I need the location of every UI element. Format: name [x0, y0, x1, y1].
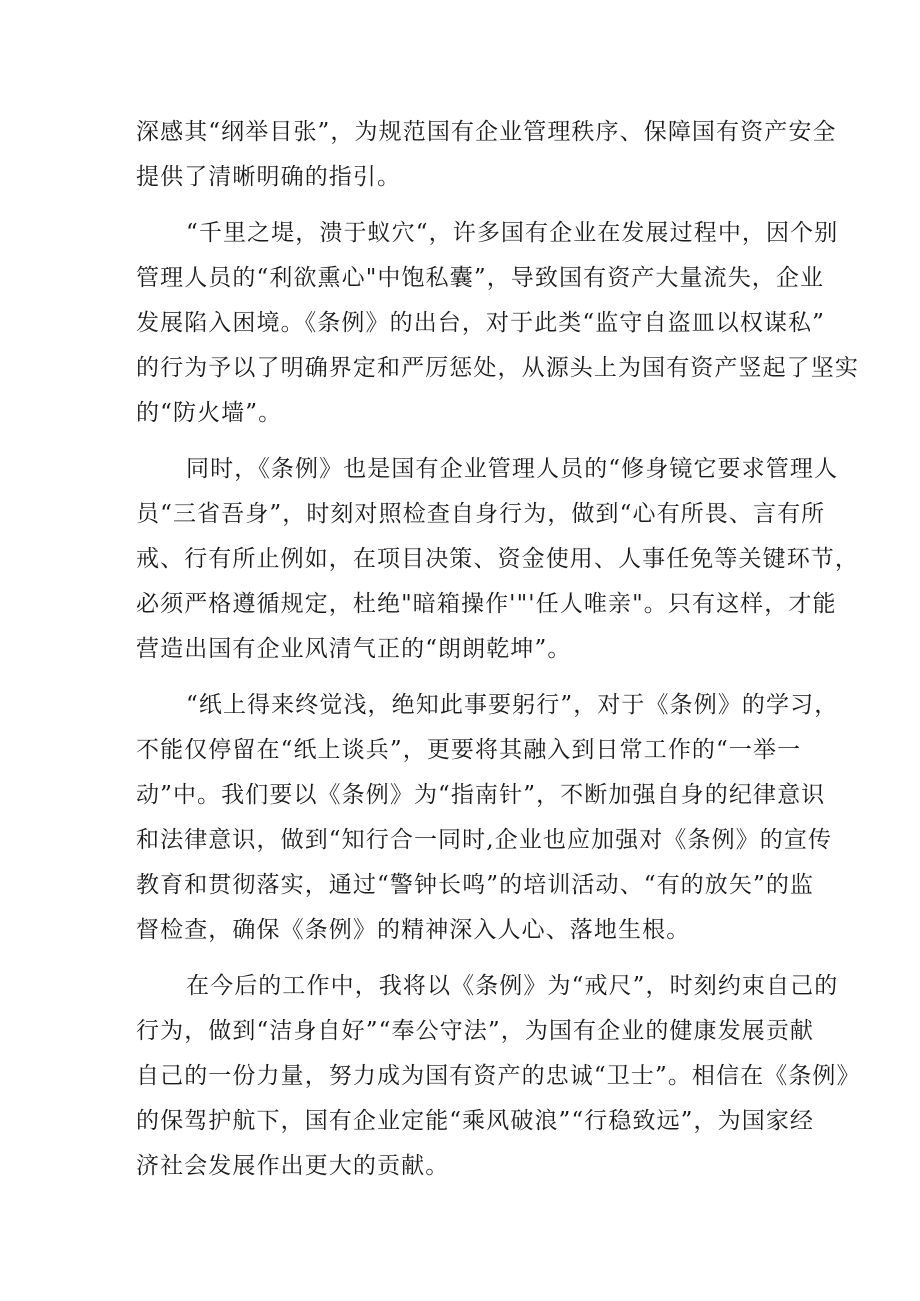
text-line: 督检查，确保《条例》的精神深入人心、落地生根。 [136, 917, 691, 943]
text-line: “纸上得来终觉浅，绝知此事要躬行”，对于《条例》的学习， [186, 692, 839, 718]
text-line: 管理人员的“利欲熏心"中饱私囊”，导致国有资产大量流失，企业 [136, 265, 825, 291]
text-line: 员“三省吾身”，时刻对照检查自身行为，做到“心有所畏、言有所 [136, 501, 826, 527]
text-line: 深感其“纲举目张”，为规范国有企业管理秩序、保障国有资产安全 [136, 119, 837, 145]
text-line: 的行为予以了明确界定和严厉惩处，从源头上为国有资产竖起了坚实 [136, 355, 859, 381]
text-line: 戒、行有所止例如，在项目决策、资金使用、人事任免等关键环节， [136, 546, 859, 572]
text-line: 自己的一份力量，努力成为国有资产的忠诚“卫士”。相信在《条例》 [136, 1063, 861, 1089]
text-line: 发展陷入困境。《条例》的出台，对于此类“监守自盗皿以权谋私” [136, 310, 826, 336]
text-line: 营造出国有企业风清气正的“朗朗乾坤”。 [136, 636, 572, 662]
text-line: 教育和贯彻落实，通过“警钟长鸣”的培训活动、“有的放矢”的监 [136, 872, 815, 898]
text-line: 和法律意识，做到“知行合一同时,企业也应加强对《条例》的宣传 [136, 827, 833, 853]
text-line: 必须严格遵循规定，杜绝"暗箱操作'"'任人唯亲"。只有这样，才能 [136, 591, 837, 617]
text-line: 提供了清晰明确的指引。 [136, 164, 402, 190]
text-line: 的“防火墙”。 [136, 400, 283, 426]
text-line: 同时，《条例》也是国有企业管理人员的“修身镜它要求管理人 [186, 456, 839, 482]
text-line: “千里之堤，溃于蚁穴“，许多国有企业在发展过程中，因个别 [186, 220, 839, 246]
text-line: 的保驾护航下，国有企业定能“乘风破浪”“行稳致远”，为国家经 [136, 1108, 815, 1134]
text-line: 在今后的工作中，我将以《条例》为“戒尺”，时刻约束自己的 [186, 973, 839, 999]
text-line: 行为，做到“洁身自好”“奉公守法”，为国有企业的健康发展贡献 [136, 1018, 815, 1044]
text-line: 不能仅停留在“纸上谈兵”，更要将其融入到日常工作的“一举一 [136, 737, 802, 763]
text-line: 济社会发展作出更大的贡献。 [136, 1153, 450, 1179]
text-line: 动”中。我们要以《条例》为“指南针”，不断加强自身的纪律意识 [136, 782, 826, 808]
